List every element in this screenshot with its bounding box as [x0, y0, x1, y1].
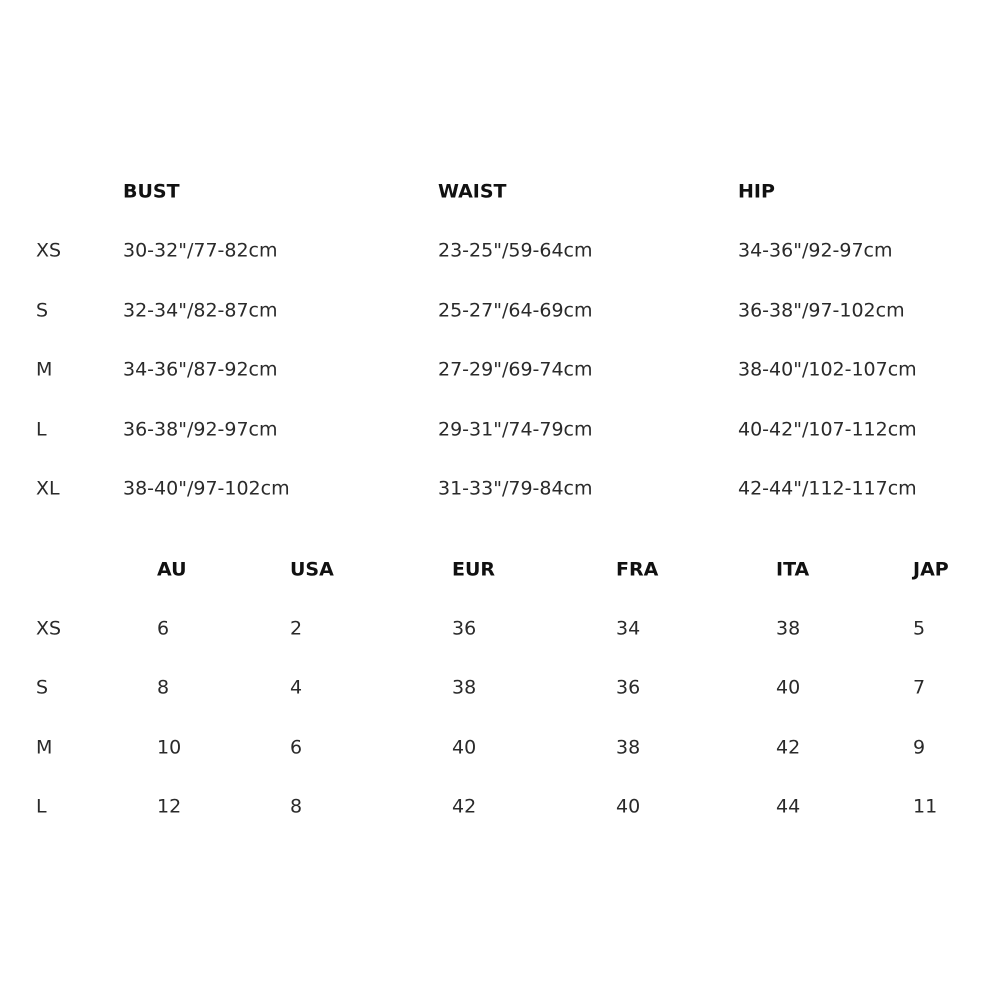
header-eur: EUR [452, 558, 496, 581]
header-fra: FRA [616, 558, 659, 581]
eur-value: 36 [452, 617, 477, 640]
bust-value: 34-36"/87-92cm [123, 358, 278, 381]
jap-value: 5 [913, 617, 926, 640]
au-value: 12 [157, 795, 182, 818]
size-label: S [36, 299, 49, 322]
hip-value: 42-44"/112-117cm [738, 477, 917, 500]
header-ita: ITA [776, 558, 810, 581]
waist-value: 31-33"/79-84cm [438, 477, 593, 500]
usa-value: 8 [290, 795, 303, 818]
header-waist: WAIST [438, 180, 507, 203]
usa-value: 2 [290, 617, 303, 640]
au-value: 10 [157, 736, 182, 759]
size-label: XS [36, 617, 62, 640]
eur-value: 38 [452, 676, 477, 699]
fra-value: 40 [616, 795, 641, 818]
header-bust: BUST [123, 180, 180, 203]
header-hip: HIP [738, 180, 775, 203]
waist-value: 23-25"/59-64cm [438, 239, 593, 262]
fra-value: 38 [616, 736, 641, 759]
ita-value: 44 [776, 795, 801, 818]
jap-value: 9 [913, 736, 926, 759]
size-label: XL [36, 477, 60, 500]
size-label: L [36, 795, 47, 818]
hip-value: 34-36"/92-97cm [738, 239, 893, 262]
au-value: 6 [157, 617, 170, 640]
usa-value: 4 [290, 676, 303, 699]
header-usa: USA [290, 558, 334, 581]
size-label: S [36, 676, 49, 699]
ita-value: 40 [776, 676, 801, 699]
jap-value: 11 [913, 795, 938, 818]
hip-value: 38-40"/102-107cm [738, 358, 917, 381]
usa-value: 6 [290, 736, 303, 759]
waist-value: 27-29"/69-74cm [438, 358, 593, 381]
size-label: M [36, 736, 53, 759]
size-label: M [36, 358, 53, 381]
size-label: XS [36, 239, 62, 262]
fra-value: 36 [616, 676, 641, 699]
jap-value: 7 [913, 676, 926, 699]
waist-value: 25-27"/64-69cm [438, 299, 593, 322]
bust-value: 38-40"/97-102cm [123, 477, 290, 500]
fra-value: 34 [616, 617, 641, 640]
bust-value: 30-32"/77-82cm [123, 239, 278, 262]
hip-value: 40-42"/107-112cm [738, 418, 917, 441]
waist-value: 29-31"/74-79cm [438, 418, 593, 441]
eur-value: 40 [452, 736, 477, 759]
header-au: AU [157, 558, 187, 581]
ita-value: 42 [776, 736, 801, 759]
ita-value: 38 [776, 617, 801, 640]
eur-value: 42 [452, 795, 477, 818]
au-value: 8 [157, 676, 170, 699]
bust-value: 36-38"/92-97cm [123, 418, 278, 441]
hip-value: 36-38"/97-102cm [738, 299, 905, 322]
size-label: L [36, 418, 47, 441]
header-jap: JAP [913, 558, 949, 581]
bust-value: 32-34"/82-87cm [123, 299, 278, 322]
